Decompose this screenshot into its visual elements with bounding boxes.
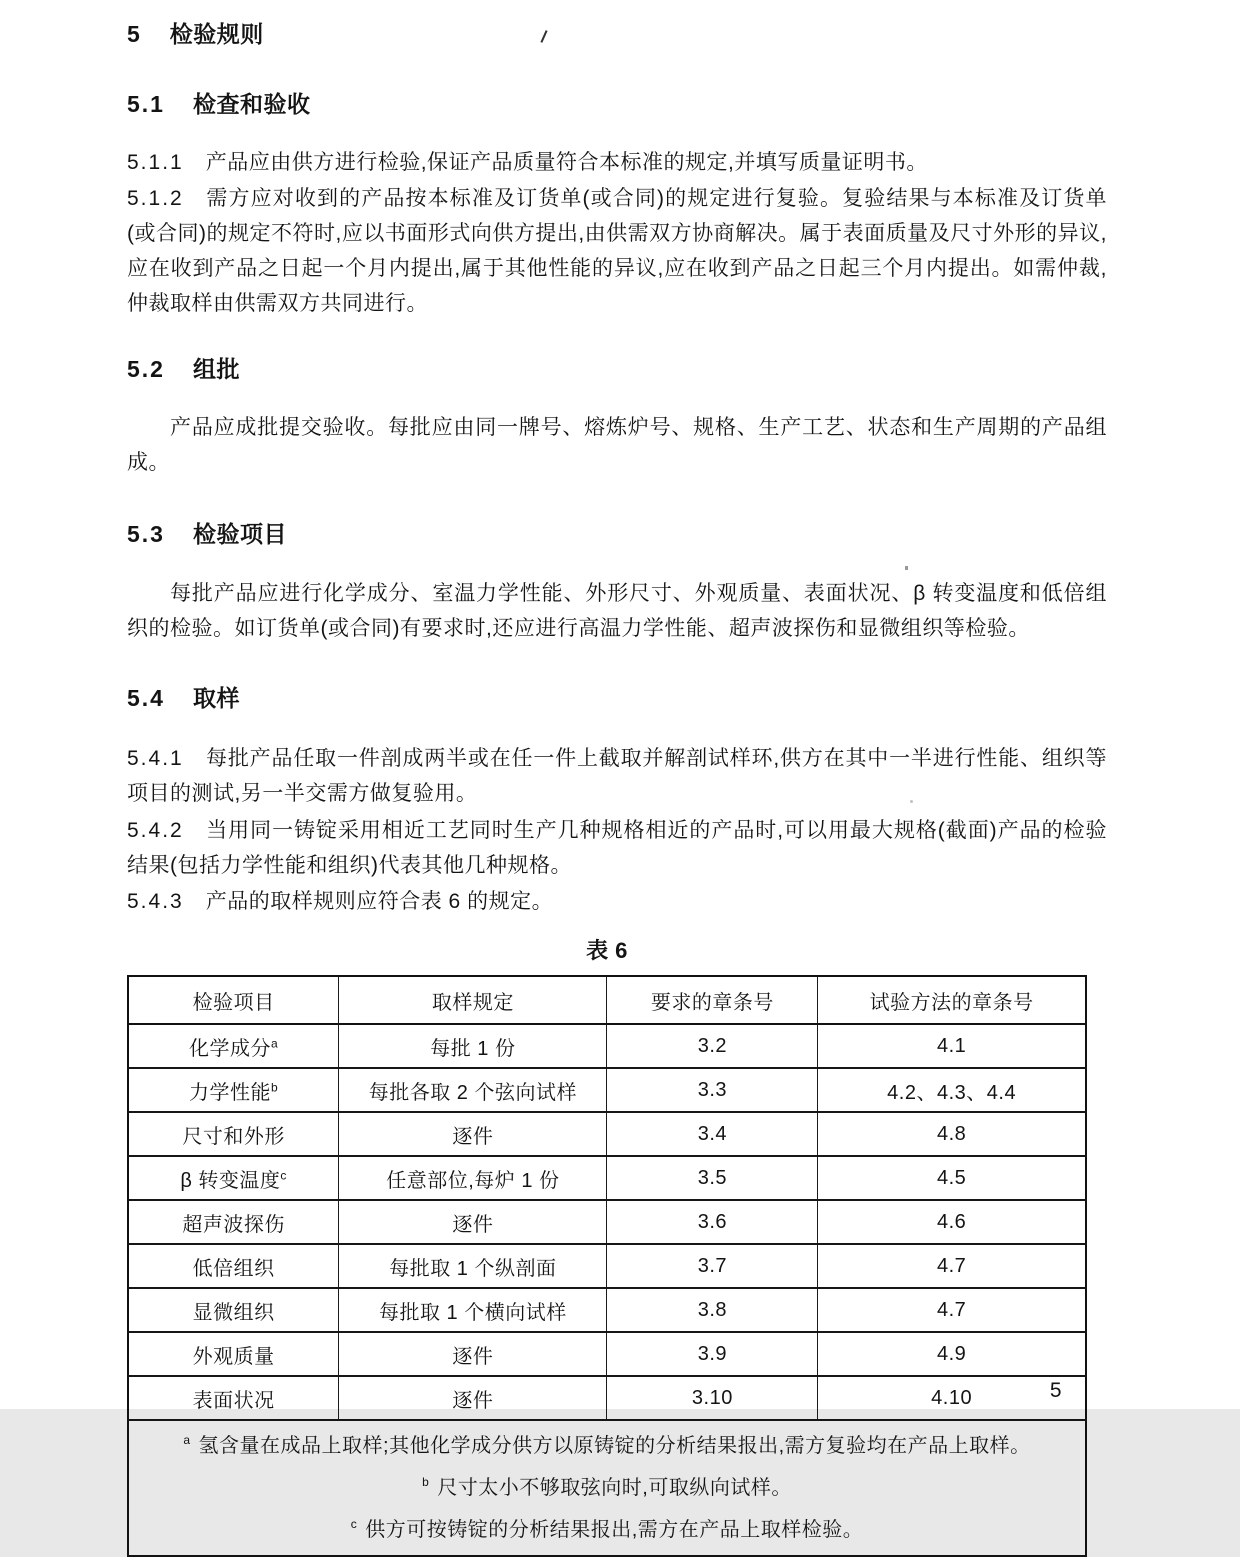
clause-text: 产品应成批提交验收。每批应由同一牌号、熔炼炉号、规格、生产工艺、状态和生产周期的产品组成。 [127,416,1107,474]
section-5-1-heading [127,86,1107,119]
footnote-a [133,1429,1081,1463]
clause-text: 每批产品任取一件剖成两半或在任一件上截取并解剖试样环,供方在其中一半进行性能、组织等项目的测试,另一半交需方做复验用。 [127,747,1107,805]
cell-item [128,1288,339,1332]
cell-sampling: 逐件 [339,1332,607,1376]
table-row [128,1024,1086,1068]
table-footnotes [128,1420,1086,1556]
item-label: β 转变温度 [180,1169,281,1192]
table-row [128,1200,1086,1244]
section-5-heading [127,16,1107,49]
section-title: 检验项目 [192,521,287,547]
clause-number: 5 [127,21,142,47]
cell-item [128,1244,339,1288]
cell-requirement: 3.6 [607,1200,818,1244]
column-header-item: 检验项目 [128,976,339,1024]
footnote-text: 供方可按铸锭的分析结果报出,需方在产品上取样检验。 [365,1519,864,1541]
cell-sampling: 每批取 1 个纵剖面 [339,1244,607,1288]
cell-requirement: 3.3 [607,1068,818,1112]
section-title: 检验规则 [169,21,264,47]
table-row [128,1332,1086,1376]
clause-text: 产品应由供方进行检验,保证产品质量符合本标准的规定,并填写质量证明书。 [205,151,928,174]
cell-sampling: 任意部位,每炉 1 份 [339,1156,607,1200]
clause-number: 5.1.2 [127,187,184,210]
column-header-requirement-clause: 要求的章条号 [607,976,818,1024]
cell-method: 4.1 [818,1024,1086,1068]
footnote-mark: a [271,1035,279,1050]
cell-sampling: 每批取 1 个横向试样 [339,1288,607,1332]
footnote-text: 氢含量在成品上取样;其他化学成分供方以原铸锭的分析结果报出,需方复验均在产品上取样。 [198,1435,1031,1457]
section-5-2-heading [127,351,1107,384]
clause-5-1-2 [127,181,1107,321]
table-caption: 表 6 [586,938,628,963]
clause-number: 5.2 [127,356,165,382]
cell-method: 4.9 [818,1332,1086,1376]
footnote-mark: b [422,1475,430,1490]
cell-item [128,1024,339,1068]
cell-item [128,1112,339,1156]
clause-5-4-2 [127,813,1107,883]
cell-item [128,1068,339,1112]
cell-sampling: 每批各取 2 个弦向试样 [339,1068,607,1112]
cell-requirement: 3.2 [607,1024,818,1068]
clause-text: 当用同一铸锭采用相近工艺同时生产几种规格相近的产品时,可以用最大规格(截面)产品的检验结果(包括力学性能和组织)代表其他几种规格。 [127,819,1107,877]
clause-number: 5.1.1 [127,151,184,174]
clause-number: 5.4.3 [127,890,184,913]
clause-5-2-text [127,410,1107,480]
table-footnotes-row [128,1420,1086,1556]
section-5-3-heading [127,516,1107,549]
cell-item [128,1156,339,1200]
item-label: 化学成分 [189,1037,272,1060]
table-header-row [128,976,1086,1024]
item-label: 尺寸和外形 [182,1125,285,1148]
clause-text: 产品的取样规则应符合表 6 的规定。 [205,890,554,913]
column-header-sampling: 取样规定 [339,976,607,1024]
table-row [128,1376,1086,1420]
footnote-c [133,1513,1081,1547]
item-label: 显微组织 [192,1301,275,1324]
item-label: 外观质量 [192,1345,275,1368]
table-row [128,1068,1086,1112]
table-row [128,1288,1086,1332]
clause-number: 5.4 [127,685,165,711]
clause-number: 5.4.2 [127,819,184,842]
footnote-b [133,1471,1081,1505]
cell-sampling: 逐件 [339,1200,607,1244]
footnote-mark: c [350,1517,358,1532]
clause-5-4-1 [127,741,1107,811]
cell-requirement: 3.7 [607,1244,818,1288]
clause-5-4-3 [127,884,1107,919]
cell-requirement: 3.5 [607,1156,818,1200]
cell-method: 4.7 [818,1288,1086,1332]
clause-text: 需方应对收到的产品按本标准及订货单(或合同)的规定进行复验。复验结果与本标准及订货单(或合同)的规定不符时,应以书面形式向供方提出,由供需双方协商解决。属于表面质量及尺寸外形的异议,应在收到产品之日起一个月内提出,属于其他性能的异议,应在收到产品之日起三个月内提出。如需仲裁,仲裁取样由供需双方共同进行。 [127,187,1107,315]
item-label: 低倍组织 [192,1257,275,1280]
cell-method: 4.2、4.3、4.4 [818,1068,1086,1112]
cell-requirement: 3.4 [607,1112,818,1156]
table-row [128,1112,1086,1156]
clause-text: 每批产品应进行化学成分、室温力学性能、外形尺寸、外观质量、表面状况、β 转变温度和低倍组织的检验。如订货单(或合同)有要求时,还应进行高温力学性能、超声波探伤和显微组织等检验。 [127,582,1107,640]
item-label: 表面状况 [192,1389,275,1412]
footnote-mark: c [280,1167,287,1182]
section-5-4-heading [127,680,1107,713]
cell-method: 4.10 [818,1376,1086,1420]
clause-5-3-text [127,576,1107,646]
footnote-mark: a [183,1433,191,1448]
column-header-test-method-clause: 试验方法的章条号 [818,976,1086,1024]
document-content [127,0,1107,1557]
cell-sampling: 每批 1 份 [339,1024,607,1068]
footnote-text: 尺寸太小不够取弦向时,可取纵向试样。 [437,1477,792,1499]
clause-number: 5.3 [127,521,165,547]
cell-sampling: 逐件 [339,1376,607,1420]
cell-sampling: 逐件 [339,1112,607,1156]
clause-number: 5.1 [127,91,165,117]
section-title: 检查和验收 [192,91,311,117]
cell-requirement: 3.9 [607,1332,818,1376]
cell-method: 4.7 [818,1244,1086,1288]
item-label: 超声波探伤 [182,1213,285,1236]
cell-item [128,1376,339,1420]
section-title: 取样 [192,685,240,711]
cell-requirement: 3.8 [607,1288,818,1332]
clause-number: 5.4.1 [127,747,184,770]
cell-method: 4.5 [818,1156,1086,1200]
cell-method: 4.6 [818,1200,1086,1244]
table-row [128,1244,1086,1288]
item-label: 力学性能 [189,1081,272,1104]
cell-item [128,1200,339,1244]
page-number: 5 [1049,1379,1062,1402]
table-row [128,1156,1086,1200]
cell-requirement: 3.10 [607,1376,818,1420]
clause-5-1-1 [127,145,1107,180]
section-title: 组批 [192,356,240,382]
cell-method: 4.8 [818,1112,1086,1156]
footnote-mark: b [271,1079,279,1094]
sampling-rules-table [127,975,1087,1557]
cell-item [128,1332,339,1376]
